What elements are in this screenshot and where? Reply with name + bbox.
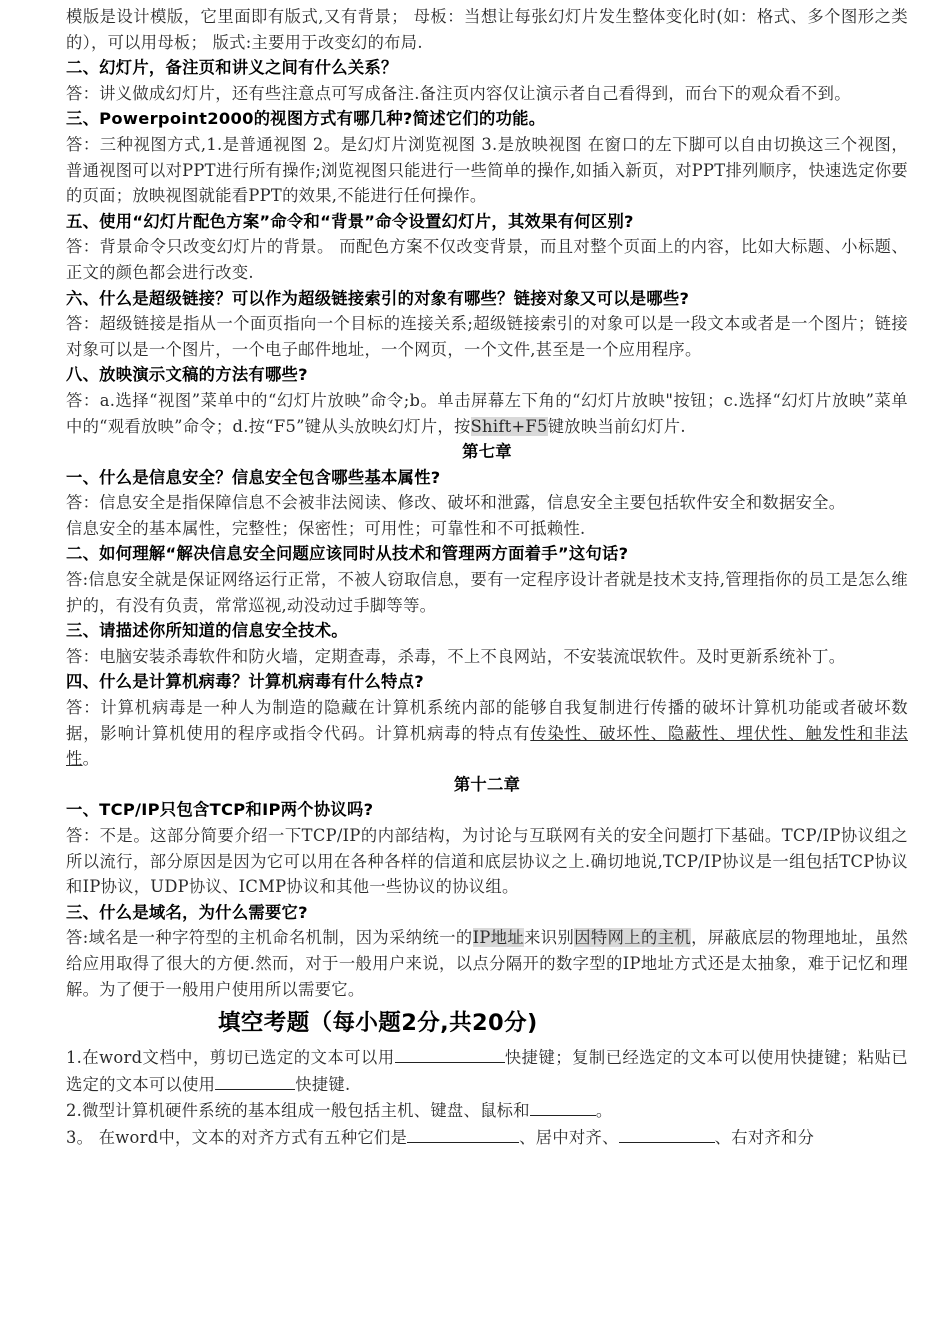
ch12-answer-3-text: 答:域名是一种字符型的主机命名机制，因为采纳统一的 <box>66 928 473 948</box>
fill-in-section-title: 填空考题（每小题2分,共20分) <box>218 1010 538 1037</box>
ch12-answer-3-mid: 来识别 <box>524 928 575 948</box>
ch7-answer-1: 答：信息安全是指保障信息不会被非法阅读、修改、破坏和泄露，信息安全主要包括软件安全和数据安全。 <box>66 493 846 513</box>
fill-1-blank-paste[interactable] <box>215 1071 295 1090</box>
ch7-answer-2: 答:信息安全就是保证网络运行正常，不被人窃取信息，要有一定程序设计者就是技术支持,管理指你的员工是怎么维护的，有没有负责，常常巡视,动没动过手脚等等。 <box>66 570 908 615</box>
fill-1-text-c: 快捷键. <box>295 1074 351 1094</box>
ch7-question-4: 四、什么是计算机病毒？计算机病毒有什么特点? <box>66 672 424 692</box>
fill-2-blank[interactable] <box>530 1097 596 1116</box>
ch7-answer-4 <box>66 695 908 772</box>
chapter-7-heading: 第七章 <box>462 442 512 462</box>
fill-question-1 <box>66 1044 908 1097</box>
ch7-question-1: 一、什么是信息安全？信息安全包含哪些基本属性? <box>66 467 441 487</box>
virus-traits-underlined: 传染性、破坏性、隐蔽性、埋伏性、触发性和非法性 <box>66 723 908 769</box>
answer-8 <box>66 388 908 439</box>
ch7-answer-4-text: 答：计算机病毒是一种人为制造的隐藏在计算机系统内部的能够自我复制进行传播的破坏计算机功能或者破坏数据，影响计算机使用的程序或指令代码。计算机病毒的特点有 <box>66 698 908 743</box>
highlighted-shortcut: Shift+F5 <box>470 416 548 436</box>
ch12-question-1: 一、TCP/IP只包含TCP和IP两个协议吗? <box>66 800 374 820</box>
fill-1-text-a: 1.在word文档中，剪切已选定的文本可以用 <box>66 1048 395 1068</box>
ch12-question-3: 三、什么是域名，为什么需要它? <box>66 902 308 922</box>
ch7-answer-3: 答：电脑安装杀毒软件和防火墙，定期查毒，杀毒，不上不良网站，不安装流氓软件。及时更新系统补丁。 <box>66 646 846 666</box>
ch7-answer-4-tail: 。 <box>82 749 100 769</box>
question-8: 八、放映演示文稿的方法有哪些? <box>66 365 308 385</box>
ch12-answer-3-tail: ，屏蔽底层的物理地址，虽然给应用取得了很大的方便.然而，对于一般用户来说，以点分隔开的数字型的IP地址方式还是太抽象，难于记忆和理解。为了便于一般用户使用所以需要它。 <box>66 928 908 999</box>
fill-2-text-a: 2.微型计算机硬件系统的基本组成一般包括主机、键盘、鼠标和 <box>66 1101 530 1121</box>
ch7-question-2: 二、如何理解“解决信息安全问题应该同时从技术和管理两方面着手”这句话? <box>66 544 629 564</box>
highlight-internet-host: 因特网上的主机 <box>574 928 692 948</box>
question-6: 六、什么是超级链接？可以作为超级链接索引的对象有哪些？链接对象又可以是哪些? <box>66 288 690 308</box>
ch12-answer-3 <box>66 925 908 1002</box>
answer-2: 答：讲义做成幻灯片，还有些注意点可写成备注.备注页内容仅让演示者自己看得到，而台下的观众看不到。 <box>66 83 851 103</box>
answer-8-text: 答：a.选择“视图”菜单中的“幻灯片放映”命令;b。单击屏幕左下角的“幻灯片放映"按钮；c.选择“幻灯片放映”菜单中的“观看放映”命令；d.按“F5”键从头放映幻灯片，按 <box>66 390 908 436</box>
highlight-ip-address: IP地址 <box>472 928 525 948</box>
answer-3: 答：三种视图方式,1.是普通视图 2。是幻灯片浏览视图 3.是放映视图 在窗口的左下脚可以自由切换这三个视图，普通视图可以对PPT进行所有操作;浏览视图只能进行一些简单的操作,如插入新页，对PPT排列顺序，快速选定你要的页面；放映视图就能看PPT的效果,不能进行任何操作。 <box>66 134 908 206</box>
fill-2-text-b: 。 <box>595 1101 613 1121</box>
fill-3-text-b: 、居中对齐、 <box>519 1127 619 1147</box>
ch12-answer-1: 答：不是。这部分简要介绍一下TCP/IP的内部结构，为讨论与互联网有关的安全问题打下基础。TCP/IP协议组之所以流行，部分原因是因为它可以用在各种各样的信道和底层协议之上.确切地说,TCP/IP协议是一组包括TCP协议和IP协议，UDP协议、ICMP协议和其他一些协议的协议组。 <box>66 826 908 897</box>
question-3: 三、Powerpoint2000的视图方式有哪几种?简述它们的功能。 <box>66 109 546 129</box>
answer-8-tail: 键放映当前幻灯片. <box>547 416 686 436</box>
question-2: 二、幻灯片，备注页和讲义之间有什么关系？ <box>66 58 398 78</box>
intro-paragraph: 模版是设计模版，它里面即有版式,又有背景； 母板：当想让每张幻灯片发生整体变化时(如：格式、多个图形之类的），可以用母板； 版式:主要用于改变幻的布局. <box>66 7 908 52</box>
question-5: 五、使用“幻灯片配色方案”命令和“背景”命令设置幻灯片，其效果有何区别? <box>66 211 634 231</box>
fill-3-text-a: 3。 在word中，文本的对齐方式有五种它们是 <box>66 1127 408 1147</box>
answer-5: 答：背景命令只改变幻灯片的背景。 而配色方案不仅改变背景，而且对整个页面上的内容，比如大标题、小标题、正文的颜色都会进行改变. <box>66 237 908 282</box>
ch7-answer-1-attributes: 信息安全的基本属性，完整性；保密性；可用性；可靠性和不可抵赖性. <box>66 518 586 538</box>
fill-question-2 <box>66 1097 908 1124</box>
fill-1-text-b: 快捷键；复制已经选定的文本可以使用快捷键；粘贴已选定的文本可以使用 <box>66 1048 908 1094</box>
fill-question-3 <box>66 1124 908 1151</box>
chapter-12-heading: 第十二章 <box>453 774 521 794</box>
fill-3-text-c: 、右对齐和分 <box>714 1127 815 1147</box>
answer-6: 答：超级链接是指从一个面页指向一个目标的连接关系;超级链接索引的对象可以是一段文本或者是一个图片；链接对象可以是一个图片，一个电子邮件地址，一个网页，一个文件,甚至是一个应用程序。 <box>66 314 908 359</box>
fill-1-blank-cut[interactable] <box>395 1044 505 1063</box>
fill-3-blank-2[interactable] <box>619 1124 715 1143</box>
ch7-question-3: 三、请描述你所知道的信息安全技术。 <box>66 621 348 641</box>
fill-3-blank-1[interactable] <box>407 1124 519 1143</box>
